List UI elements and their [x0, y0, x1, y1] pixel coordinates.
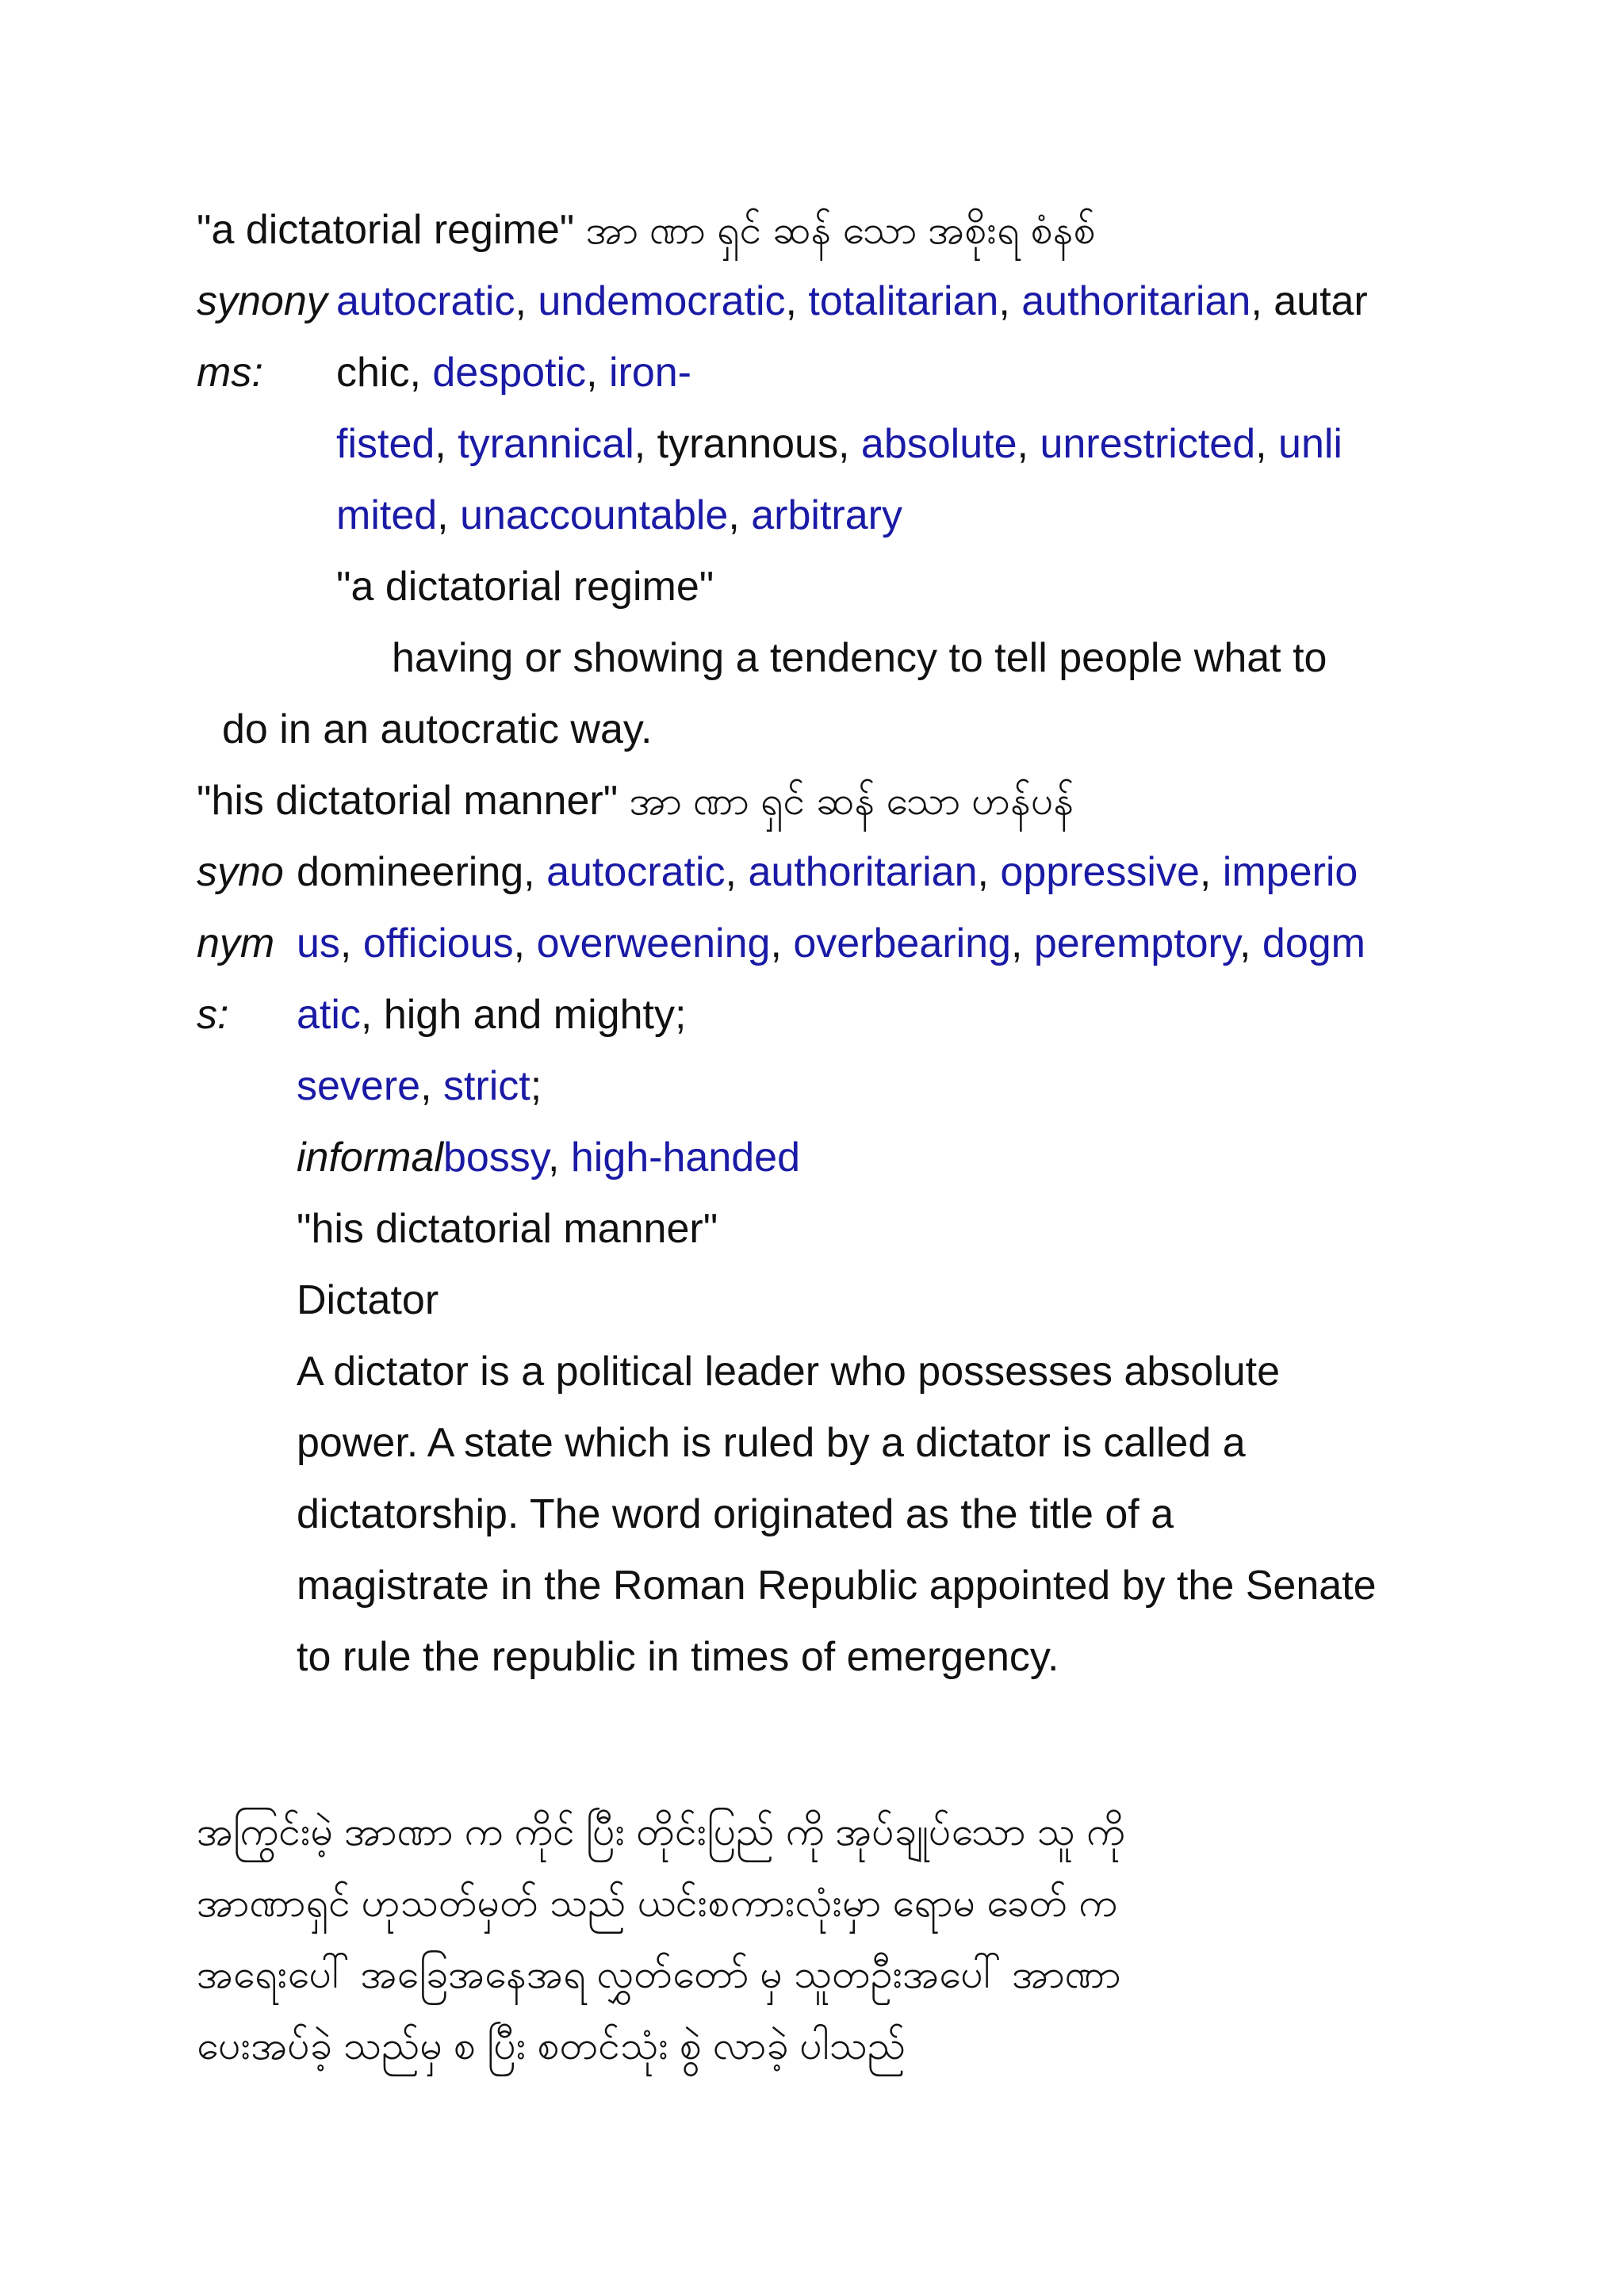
synonym-link[interactable]: autocratic [546, 849, 726, 895]
synonym-link[interactable]: tyrannical [458, 421, 634, 467]
synonym-link[interactable]: severe [297, 1063, 421, 1109]
separator: , [728, 492, 752, 538]
synonyms-2-line-5 [297, 1122, 1624, 1193]
separator: , [1199, 849, 1223, 895]
separator: , [515, 278, 538, 324]
separator: , [725, 849, 749, 895]
example-heading-1-en: "a dictatorial regime" [197, 207, 575, 253]
separator: ; [530, 1063, 542, 1109]
example-heading-1-my: အာ ဏာ ရှင် ဆန် သော အစိုးရ စံနစ် [585, 208, 1096, 252]
synonyms-label-2b: nym [197, 920, 275, 966]
myanmar-line: ပေးအပ်ခဲ့ သည်မှ စ ပြီး စတင်သုံး စွဲ လာခဲ့ ပါသည် [197, 2023, 906, 2068]
example-heading-2 [197, 765, 1624, 836]
separator: , [339, 920, 363, 966]
myanmar-line: အရေးပေါ် အခြေအနေအရ လွှတ်တော် မှ သူတဦးအပေါ် အာဏာ [197, 1952, 1121, 1996]
synonym-link[interactable]: officious [362, 920, 514, 966]
separator: , [785, 278, 809, 324]
synonym-text: domineering, [297, 849, 547, 895]
synonym-text: , autar [1251, 278, 1368, 324]
dictator-line: magistrate in the Roman Republic appointed by the Senate [297, 1563, 1377, 1609]
synonym-link[interactable]: overbearing [793, 920, 1011, 966]
dictator-line: power. A state which is ruled by a dictator is called a [297, 1420, 1246, 1466]
separator: , [770, 920, 794, 966]
separator: , [998, 278, 1022, 324]
synonym-link[interactable]: unaccountable [460, 492, 729, 538]
separator: , [977, 849, 1001, 895]
synonym-link[interactable]: strict [442, 1063, 530, 1109]
separator: , [1239, 920, 1262, 966]
register-label: informal [297, 1135, 443, 1181]
example-2: "his dictatorial manner" [297, 1206, 718, 1252]
dictator-heading: Dictator [297, 1277, 439, 1323]
synonym-link[interactable]: arbitrary [751, 492, 902, 538]
synonym-link[interactable]: unrestricted [1040, 421, 1256, 467]
synonym-link[interactable]: totalitarian [808, 278, 999, 324]
synonym-link[interactable]: authoritarian [1021, 278, 1251, 324]
separator: , [1010, 920, 1034, 966]
myanmar-line: အကြွင်းမဲ့ အာဏာ က ကိုင် ပြီး တိုင်းပြည် ကို အုပ်ချုပ်သော သူ ကို [197, 1809, 1125, 1854]
synonym-link[interactable]: us [297, 920, 340, 966]
separator: , [437, 492, 461, 538]
synonym-link[interactable]: bossy [442, 1135, 548, 1181]
separator: , [1255, 421, 1279, 467]
example-heading-1 [197, 194, 1624, 266]
synonym-link[interactable]: peremptory [1033, 920, 1240, 966]
synonyms-1-line-4 [336, 480, 1624, 551]
synonym-link[interactable]: atic [297, 992, 361, 1038]
separator: , [420, 1063, 443, 1109]
synonym-link[interactable]: mited [336, 492, 438, 538]
synonym-link[interactable]: despotic [432, 350, 587, 396]
example-1: "a dictatorial regime" [336, 564, 714, 610]
example-heading-2-my: အာ ဏာ ရှင် ဆန် သော ဟန်ပန် [629, 779, 1074, 823]
synonyms-label-2a: syno [197, 849, 284, 895]
myanmar-line: အာဏာရှင် ဟုသတ်မှတ် သည် ယင်းစကားလုံးမှာ ရောမ ခေတ် က [197, 1881, 1117, 1925]
synonyms-label-1a: synony [197, 278, 327, 324]
synonym-link[interactable]: imperio [1222, 849, 1358, 895]
synonym-link[interactable]: unli [1278, 421, 1342, 467]
synonym-link[interactable]: undemocratic [538, 278, 786, 324]
synonym-link[interactable]: absolute [860, 421, 1017, 467]
dictator-line: dictatorship. The word originated as the title of a [297, 1491, 1174, 1537]
separator: , [547, 1135, 571, 1181]
definition-2-line-1: having or showing a tendency to tell people what to [392, 635, 1327, 681]
synonym-link[interactable]: iron- [608, 350, 691, 396]
synonym-link[interactable]: autocratic [336, 278, 515, 324]
synonyms-label-2c: s: [197, 992, 229, 1038]
synonym-link[interactable]: oppressive [1000, 849, 1200, 895]
separator: , [586, 350, 609, 396]
synonyms-1-line-3 [336, 408, 1624, 480]
synonym-text: chic, [336, 350, 433, 396]
synonym-link[interactable]: fisted [336, 421, 435, 467]
separator: , [1017, 421, 1040, 467]
separator: , [513, 920, 537, 966]
definition-2-line-2: do in an autocratic way. [222, 706, 653, 752]
synonyms-2-line-4 [297, 1050, 1624, 1122]
example-heading-2-en: "his dictatorial manner" [197, 778, 619, 824]
synonym-link[interactable]: authoritarian [748, 849, 978, 895]
synonym-link[interactable]: high-handed [570, 1135, 800, 1181]
dictator-line: A dictator is a political leader who possesses absolute [297, 1349, 1281, 1395]
separator: , [435, 421, 458, 467]
synonym-text: , tyrannous, [634, 421, 861, 467]
synonyms-label-1b: ms: [197, 350, 263, 396]
synonym-link[interactable]: overweening [536, 920, 771, 966]
synonym-text: , high and mighty; [360, 992, 687, 1038]
synonym-link[interactable]: dogm [1262, 920, 1365, 966]
dictator-line: to rule the republic in times of emergency. [297, 1634, 1059, 1680]
